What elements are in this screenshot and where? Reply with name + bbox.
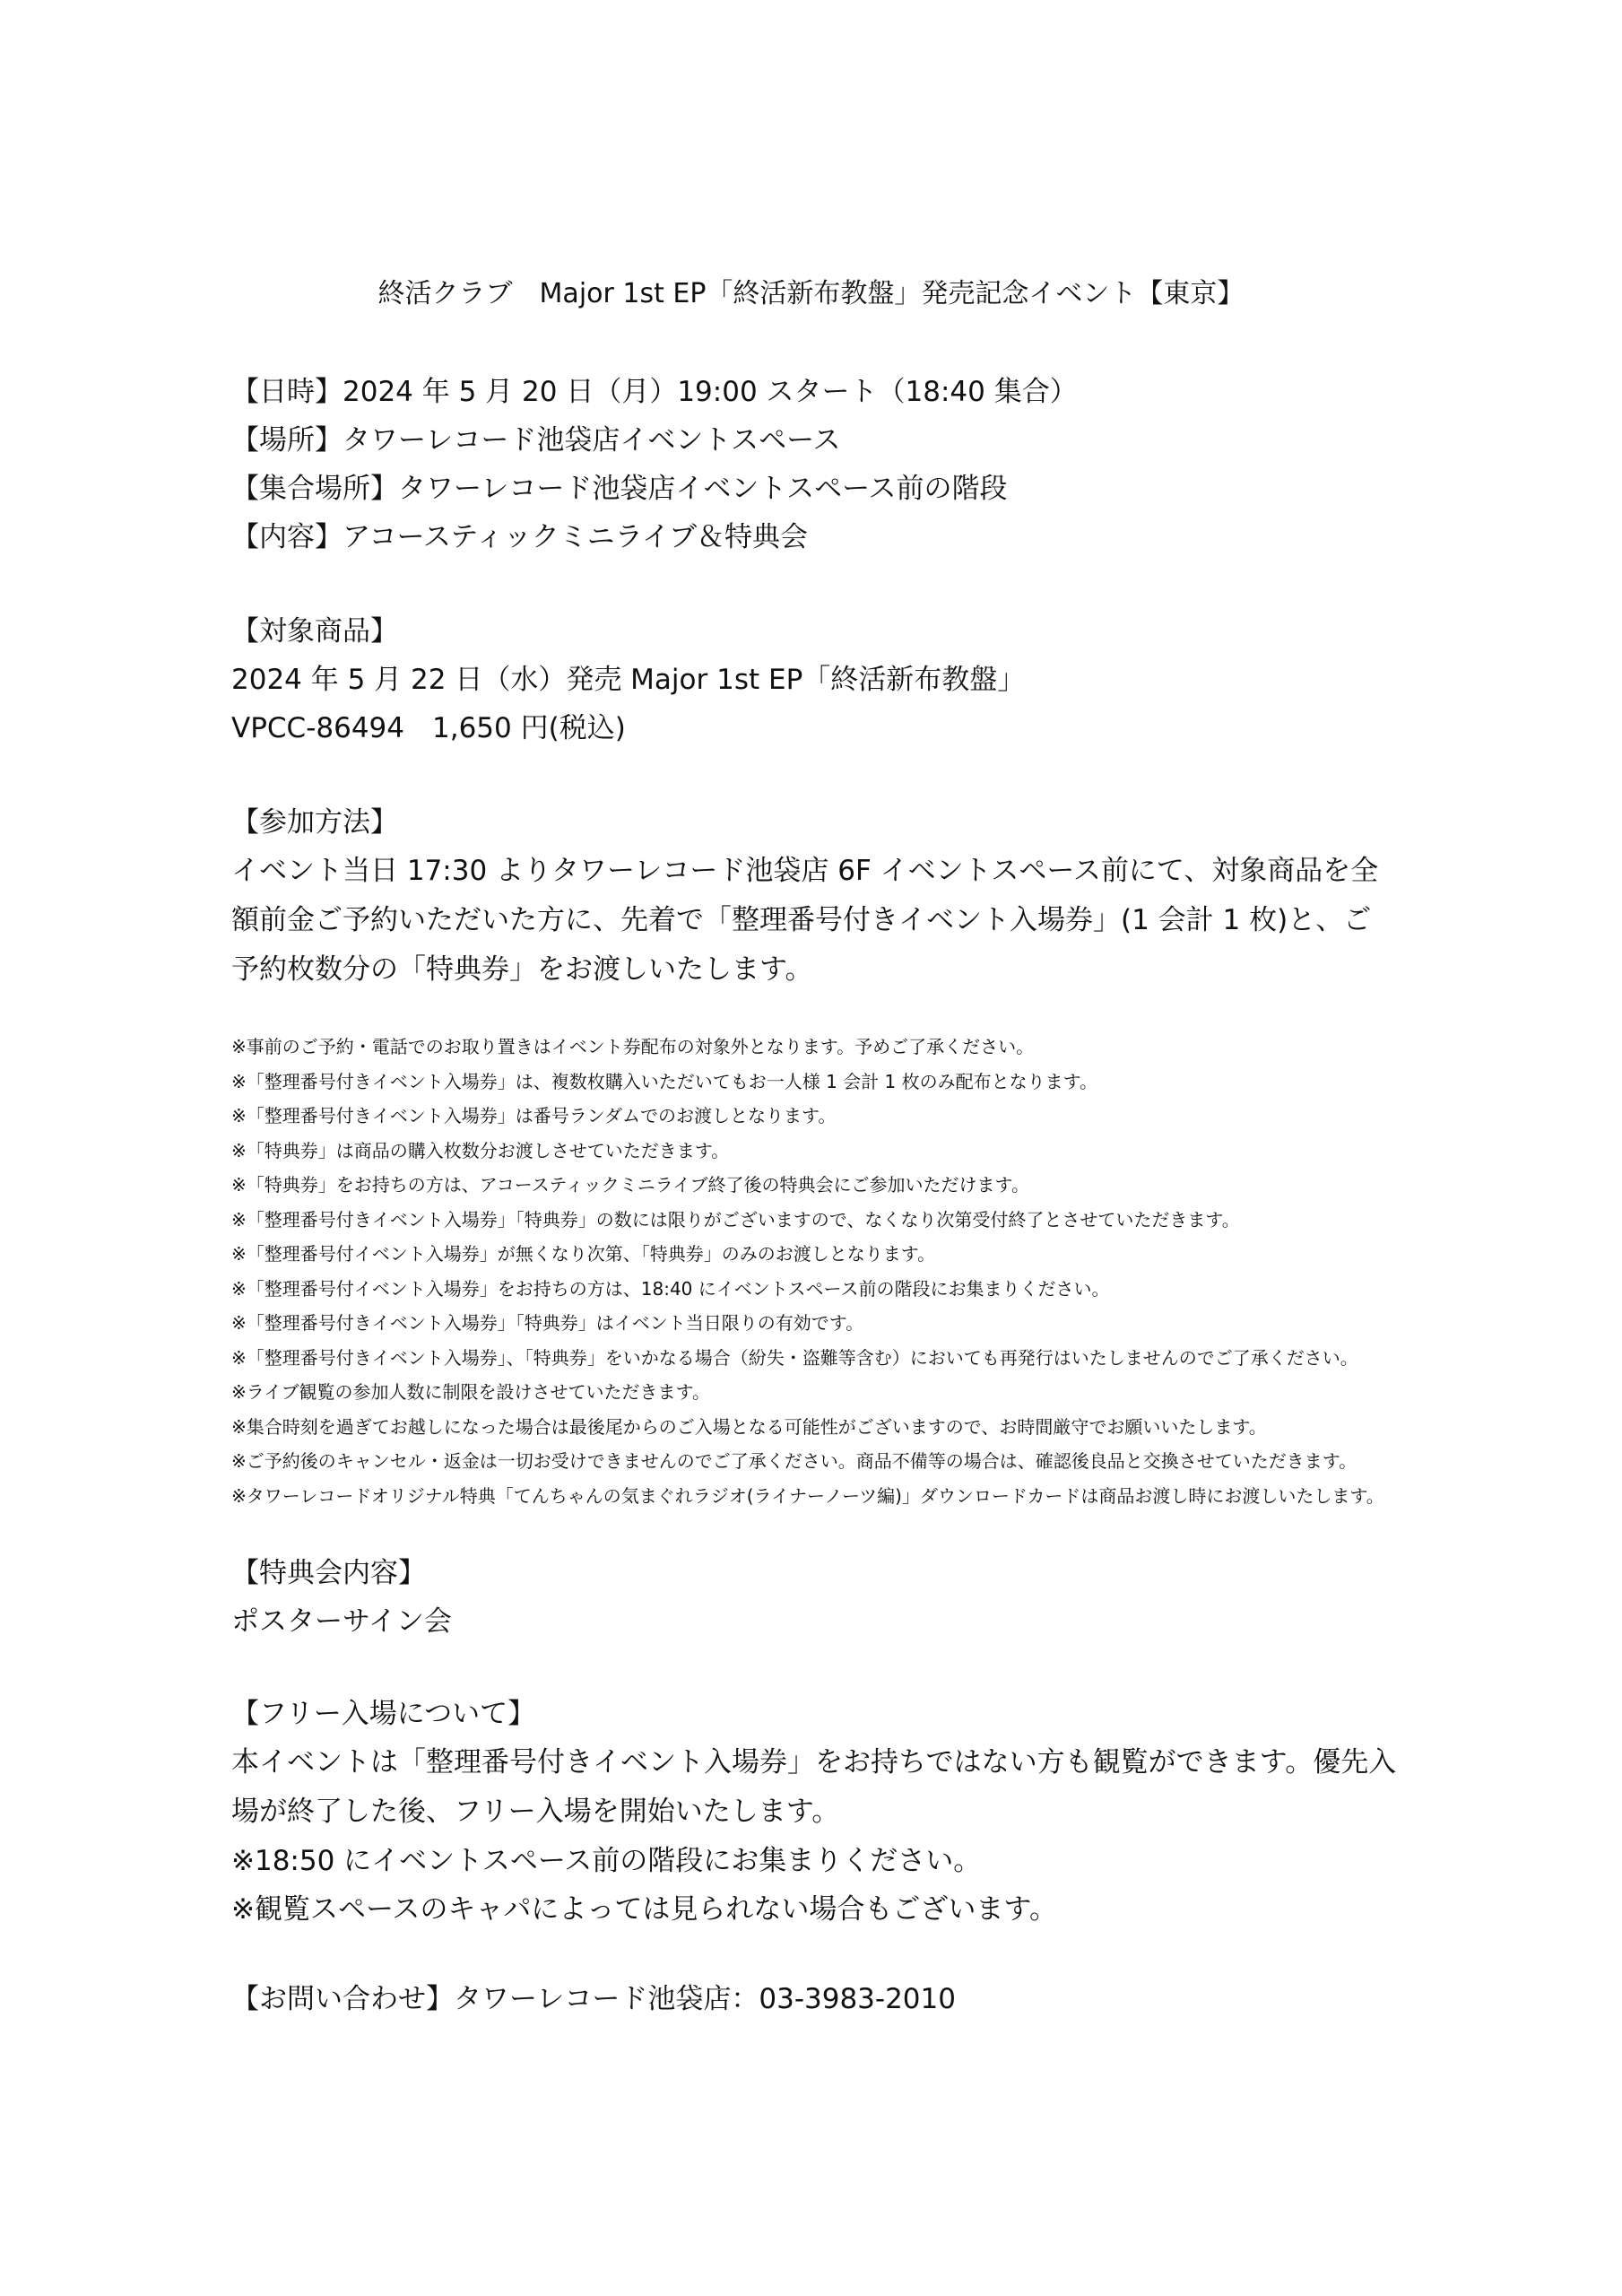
note-item: ※「整理番号付きイベント入場券」「特典券」はイベント当日限りの有効です。 [231, 1312, 864, 1334]
free-entry-heading: 【フリー入場について】 [231, 1698, 536, 1730]
event-meeting-place: 【集合場所】タワーレコード池袋店イベントスペース前の階段 [231, 473, 1008, 505]
note-item: ※「整理番号付きイベント入場券」は番号ランダムでのお渡しとなります。 [231, 1105, 837, 1126]
event-content: 【内容】アコースティックミニライブ＆特典会 [231, 521, 808, 553]
event-venue: 【場所】タワーレコード池袋店イベントスペース [231, 424, 841, 457]
free-entry-note-capacity: ※観覧スペースのキャパによっては見られない場合もございます。 [231, 1893, 1057, 1926]
notes-list [231, 1030, 1397, 1513]
participation-body: イベント当日 17:30 よりタワーレコード池袋店 6F イベントスペース前にて、対象商品を全額前金ご予約いただいた方に、先着で「整理番号付きイベント入場券」(1 会計 1 枚)と、ご予約枚数分の「特典券」をお渡しいたします。 [231, 855, 1379, 986]
note-item: ※タワーレコードオリジナル特典「てんちゃんの気まぐれラジオ(ライナーノーツ編)」ダウンロードカードは商品お渡し時にお渡しいたします。 [231, 1484, 1384, 1507]
bonus-event-heading: 【特典会内容】 [231, 1557, 426, 1589]
participation-heading: 【参加方法】 [231, 806, 398, 839]
contact-section [231, 1975, 1397, 2023]
event-datetime: 【日時】2024 年 5 月 20 日（月）19:00 スタート（18:40 集合） [231, 376, 1078, 408]
note-item: ※「整理番号付イベント入場券」が無くなり次第、「特典券」のみのお渡しとなります。 [231, 1243, 936, 1265]
note-item: ※ご予約後のキャンセル・返金は一切お受けできませんのでご了承ください。商品不備等の場合は、確認後良品と交換させていただきます。 [231, 1450, 1357, 1472]
note-item: ※「特典券」をお持ちの方は、アコースティックミニライブ終了後の特典会にご参加いただけます。 [231, 1174, 1029, 1196]
target-product-catalog-price: VPCC-86494 1,650 円(税込) [231, 712, 626, 744]
note-item: ※「整理番号付きイベント入場券」、「特典券」をいかなる場合（紛失・盗難等含む）においても再発行はいたしませんのでご了承ください。 [231, 1346, 1358, 1369]
participation-section [231, 798, 1397, 995]
free-entry-body: 本イベントは「整理番号付きイベント入場券」をお持ちではない方も観覧ができます。優先入場が終了した後、フリー入場を開始いたします。 [231, 1746, 1397, 1828]
target-product-release: 2024 年 5 月 22 日（水）発売 Major 1st EP「終活新布教盤」 [231, 664, 1026, 696]
note-item: ※事前のご予約・電話でのお取り置きはイベント券配布の対象外となります。予めご了承ください。 [231, 1036, 1035, 1057]
note-item: ※「整理番号付きイベント入場券」「特典券」の数には限りがございますので、なくなり次第受付終了とさせていただきます。 [231, 1208, 1240, 1231]
free-entry-note-gather: ※18:50 にイベントスペース前の階段にお集まりください。 [231, 1845, 982, 1877]
free-entry-section [231, 1690, 1397, 1934]
note-item: ※ライブ観覧の参加人数に制限を設けさせていただきます。 [231, 1381, 710, 1403]
note-item: ※「整理番号付イベント入場券」をお持ちの方は、18:40 にイベントスペース前の階段にお集まりください。 [231, 1277, 1110, 1300]
note-item: ※「整理番号付きイベント入場券」は、複数枚購入いただいてもお一人様 1 会計 1 枚のみ配布となります。 [231, 1070, 1098, 1092]
contact-info: 【お問い合わせ】タワーレコード池袋店：03-3983-2010 [231, 1983, 956, 2015]
event-info-section [231, 368, 1397, 561]
target-product-heading: 【対象商品】 [231, 615, 398, 648]
page-title: 終活クラブ Major 1st EP「終活新布教盤」発売記念イベント【東京】 [377, 278, 1245, 309]
note-item: ※「特典券」は商品の購入枚数分お渡しさせていただきます。 [231, 1139, 730, 1161]
note-item: ※集合時刻を過ぎてお越しになった場合は最後尾からのご入場となる可能性がございますので、お時間厳守でお願いいたします。 [231, 1415, 1267, 1438]
bonus-event-body: ポスターサイン会 [231, 1605, 452, 1638]
target-product-section [231, 607, 1397, 752]
bonus-event-section [231, 1549, 1397, 1646]
